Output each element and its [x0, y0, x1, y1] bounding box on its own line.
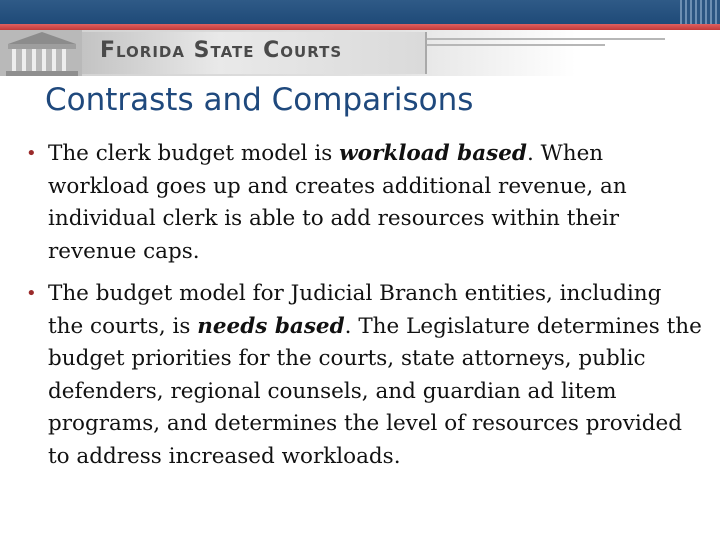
- top-banner: [0, 0, 720, 24]
- header-rule: [425, 38, 665, 40]
- bullet-item: [22, 278, 702, 473]
- bullet-item: [22, 138, 702, 268]
- bullet-text-before: The clerk budget model is: [48, 141, 340, 166]
- header-rule: [425, 44, 605, 46]
- bullet-text-before: The budget model for Judicial Branch entities, including the courts, is: [48, 281, 662, 339]
- banner-stripes: [680, 0, 720, 24]
- slide-title: Contrasts and Comparisons: [45, 82, 474, 118]
- bullet-text-after: . When workload goes up and creates additional revenue, an individual clerk is able to add resources within their revenue caps.: [48, 141, 627, 264]
- logo-banner: [82, 32, 427, 74]
- bullet-icon: •: [26, 143, 37, 164]
- logo-text: Florida State Courts: [100, 38, 343, 63]
- bullet-emphasis: needs based: [197, 313, 345, 339]
- bullet-icon: •: [26, 283, 37, 304]
- bullet-text-after: . The Legislature determines the budget priorities for the courts, state attorneys, public defenders, regional counsels, and guardian ad litem programs, and determines the level of resources provided to address increased workloads.: [48, 313, 702, 469]
- bullet-emphasis: workload based: [339, 141, 527, 166]
- bullet-list: [22, 138, 702, 483]
- courthouse-icon: [0, 30, 82, 76]
